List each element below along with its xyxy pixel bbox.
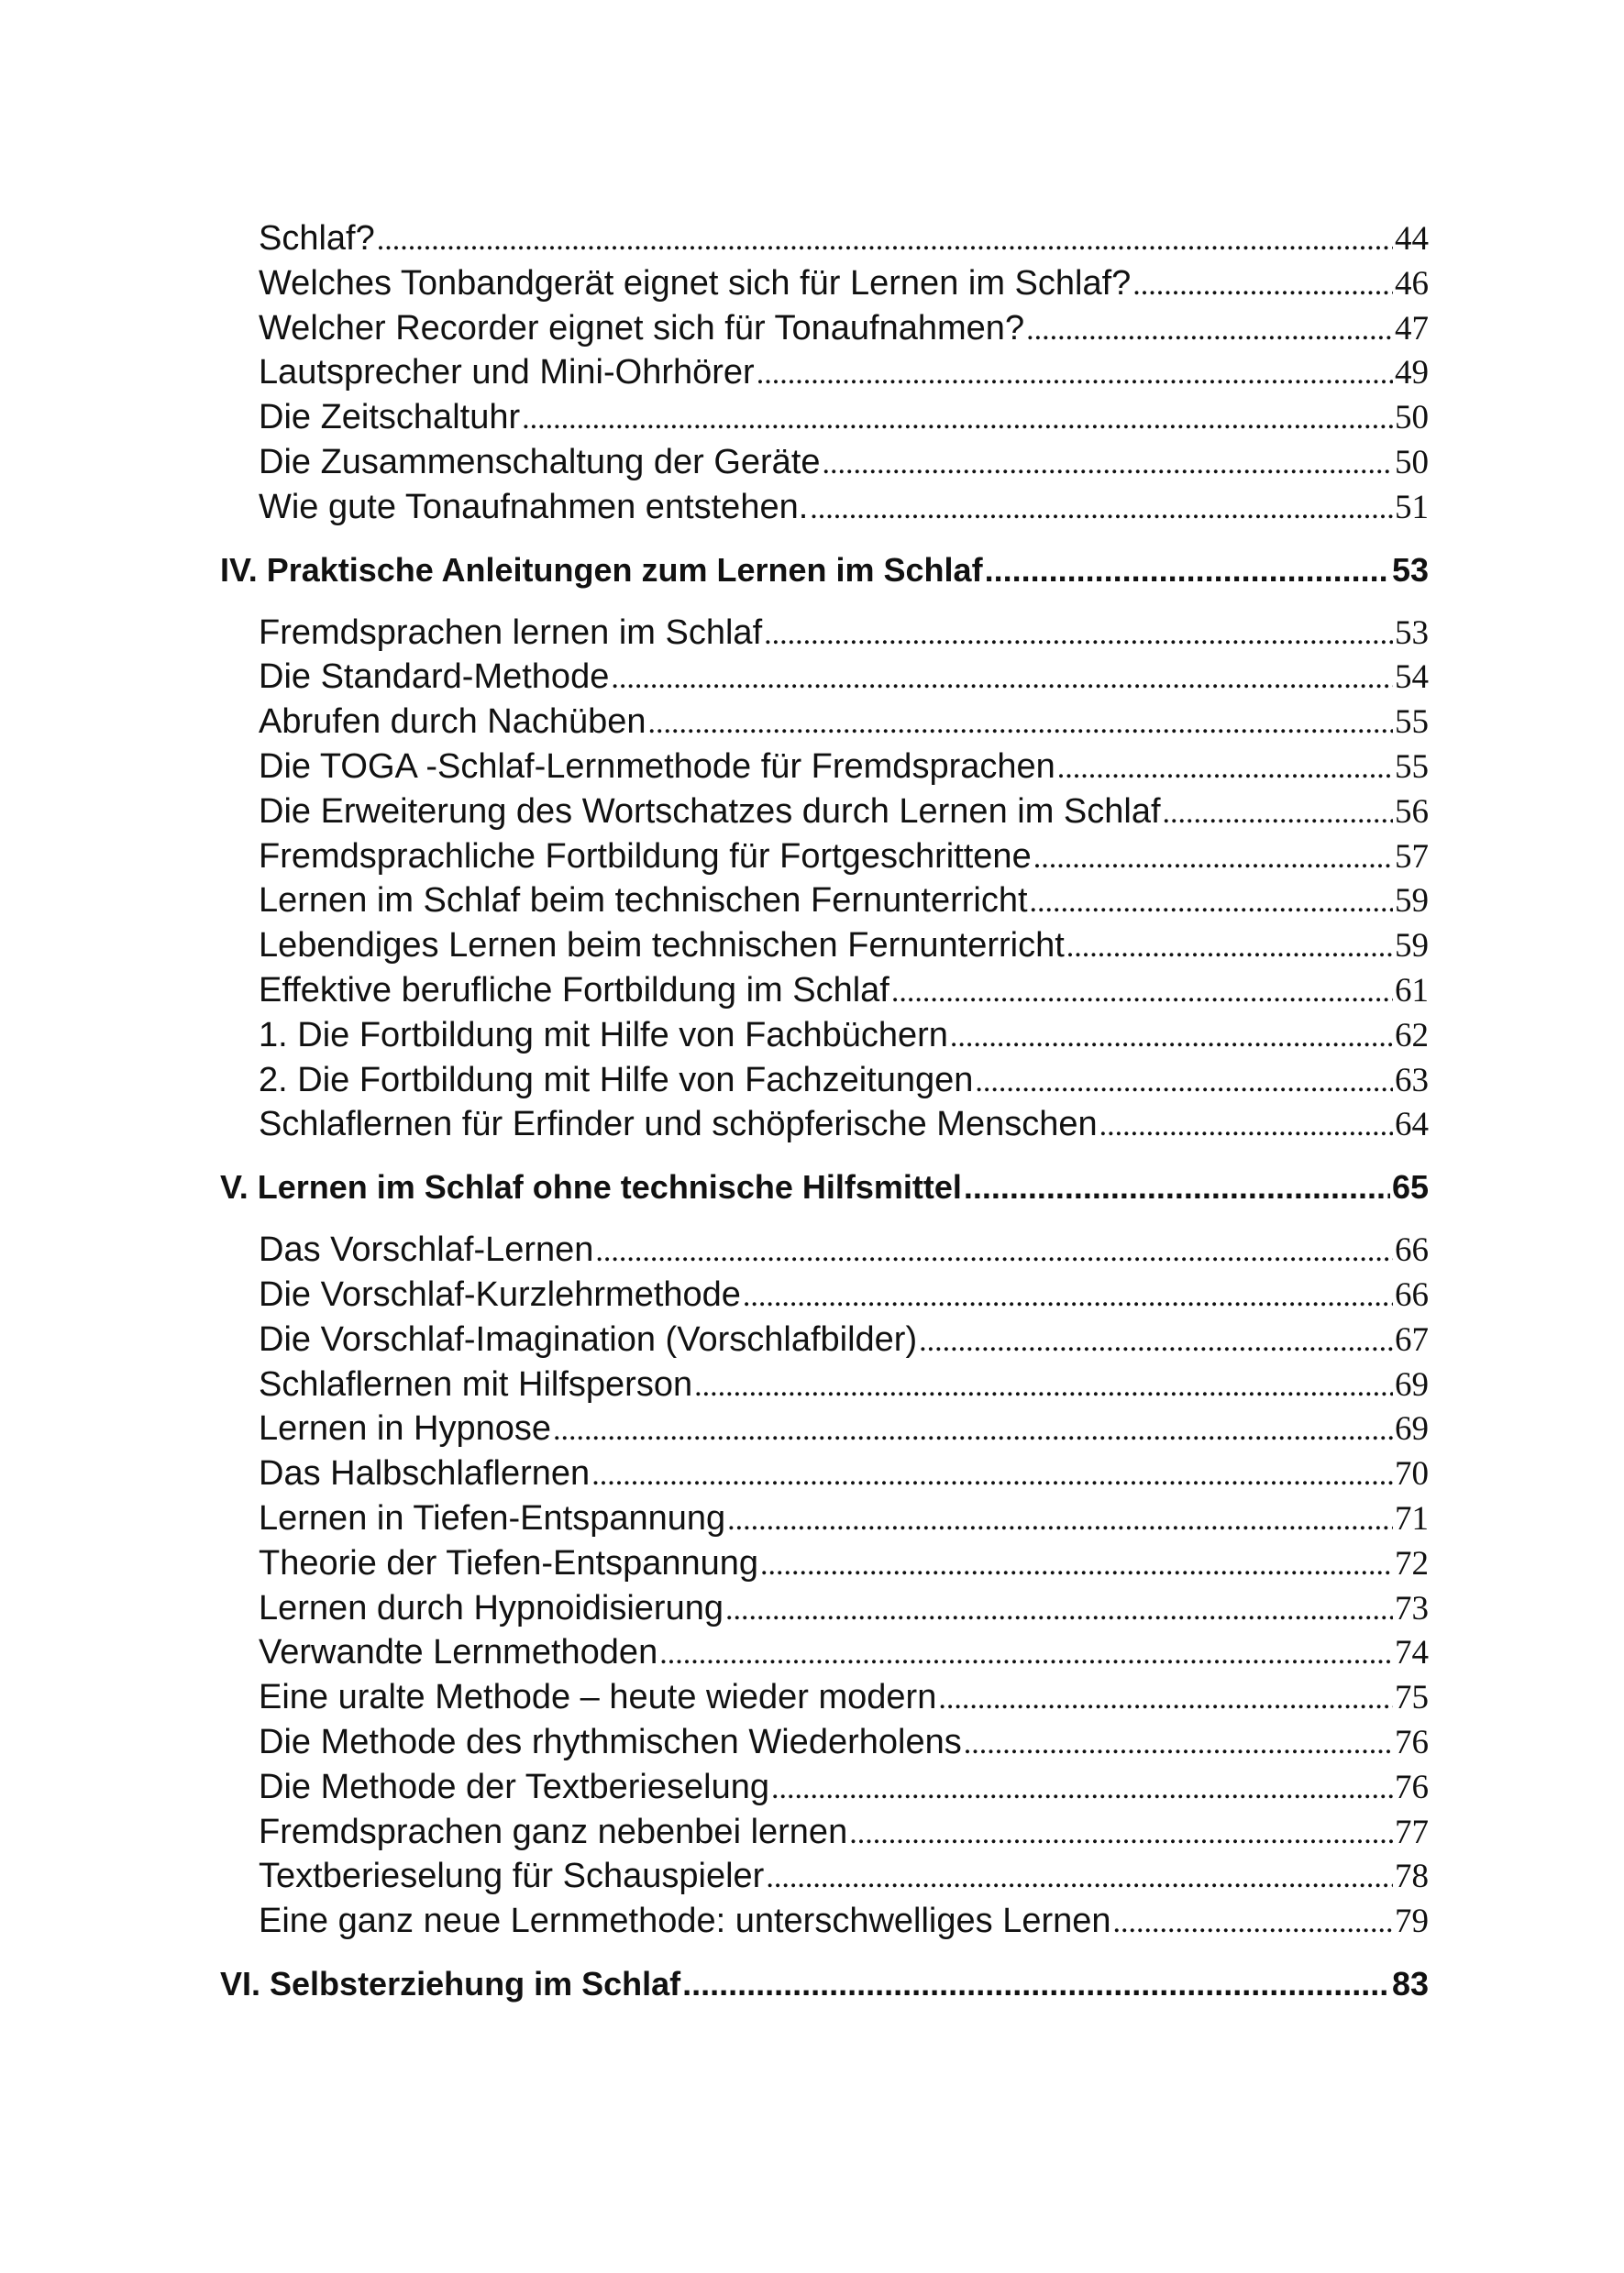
dot-leader	[810, 487, 1393, 532]
toc-entry-page: 44	[1395, 220, 1429, 258]
dot-leader	[964, 1722, 1393, 1767]
toc-entry-title: Die TOGA -Schlaf-Lernmethode für Fremdsprachen	[259, 746, 1055, 786]
dot-leader	[591, 1453, 1393, 1498]
dot-leader	[553, 1408, 1393, 1453]
toc-entry-page: 66	[1395, 1275, 1429, 1314]
dot-leader	[823, 442, 1393, 487]
toc-entry	[220, 1058, 1429, 1103]
toc-entry	[220, 440, 1429, 485]
chapter-page: 83	[1391, 1964, 1429, 2003]
toc-entry	[220, 1810, 1429, 1855]
toc-entry-page: 46	[1395, 264, 1429, 303]
dot-leader	[1057, 746, 1393, 791]
toc-entry-page: 74	[1395, 1634, 1429, 1672]
chapter-page: 65	[1391, 1168, 1429, 1207]
toc-entry-title: Die Zusammenschaltung der Geräte	[259, 442, 821, 481]
toc-entry-page: 67	[1395, 1320, 1429, 1359]
toc-entry	[220, 306, 1429, 351]
toc-entry	[220, 1765, 1429, 1810]
dot-leader	[595, 1230, 1393, 1274]
toc-entry	[220, 216, 1429, 261]
toc-entry-page: 62	[1395, 1016, 1429, 1054]
toc-entry-title: Lernen in Tiefen-Entspannung	[259, 1498, 726, 1538]
dot-leader	[1113, 1901, 1393, 1946]
dot-leader	[985, 530, 1390, 611]
dot-leader	[950, 1015, 1393, 1060]
toc-entry	[220, 1228, 1429, 1273]
toc-entry-title: Das Halbschlaflernen	[259, 1454, 591, 1494]
toc-entry-title: Die Vorschlaf-Kurzlehrmethode	[259, 1274, 741, 1314]
toc-entry-title: Textberieselung für Schauspieler	[259, 1857, 765, 1896]
toc-entry	[220, 485, 1429, 530]
toc-entry-title: Eine ganz neue Lernmethode: unterschwelliges Lernen	[259, 1902, 1111, 1941]
toc-entry-title: Fremdsprachliche Fortbildung für Fortgeschrittene	[259, 836, 1032, 876]
toc-entry	[220, 1496, 1429, 1541]
toc-entry-title: Theorie der Tiefen-Entspannung	[259, 1543, 759, 1583]
dot-leader	[938, 1677, 1393, 1722]
toc-entry	[220, 1318, 1429, 1363]
toc-entry-page: 76	[1395, 1768, 1429, 1806]
toc-entry	[220, 350, 1429, 395]
toc-entry-title: Die Vorschlaf-Imagination (Vorschlafbilder)	[259, 1319, 918, 1359]
toc-entry	[220, 1586, 1429, 1631]
toc-entry	[220, 1451, 1429, 1496]
toc-entry	[220, 1407, 1429, 1451]
toc-entry-title: Die Methode des rhythmischen Wiederholens	[259, 1722, 962, 1761]
toc-entry	[220, 1720, 1429, 1765]
dot-leader	[766, 1856, 1393, 1901]
toc-entry-page: 51	[1395, 488, 1429, 526]
dot-leader	[764, 612, 1393, 657]
chapter-title: V. Lernen im Schlaf ohne technische Hilfsmittel	[220, 1168, 962, 1207]
toc-entry-title: Die Methode der Textberieselung	[259, 1767, 769, 1806]
toc-entry-title: 2. Die Fortbildung mit Hilfe von Fachzeitungen	[259, 1060, 974, 1099]
toc-entry	[220, 789, 1429, 834]
toc-chapter-heading	[220, 1944, 1429, 2025]
dot-leader	[377, 218, 1393, 263]
toc-entry-title: Verwandte Lernmethoden	[259, 1633, 658, 1672]
toc-entry-page: 72	[1395, 1544, 1429, 1583]
dot-leader	[975, 1060, 1393, 1105]
toc-entry-page: 79	[1395, 1903, 1429, 1941]
toc-entry-title: Schlaf?	[259, 219, 375, 258]
dot-leader	[760, 1543, 1393, 1588]
toc-entry	[220, 1854, 1429, 1899]
toc-entry-page: 54	[1395, 658, 1429, 697]
toc-entry	[220, 655, 1429, 700]
toc-entry-title: Welcher Recorder eignet sich für Tonaufnahmen?	[259, 308, 1025, 348]
toc-entry	[220, 1899, 1429, 1944]
dot-leader	[611, 657, 1393, 701]
chapter-page: 53	[1391, 550, 1429, 589]
toc-entry-title: Welches Tonbandgerät eignet sich für Lernen im Schlaf?	[259, 263, 1132, 303]
toc-entry	[220, 395, 1429, 440]
toc-entry	[220, 878, 1429, 923]
dot-leader	[757, 352, 1393, 397]
toc-entry-page: 57	[1395, 837, 1429, 876]
toc-entry-title: Die Zeitschaltuhr	[259, 398, 521, 437]
dot-leader	[727, 1498, 1393, 1543]
toc-entry-page: 59	[1395, 927, 1429, 965]
toc-entry-title: Effektive berufliche Fortbildung im Schlaf	[259, 970, 889, 1010]
dot-leader	[1163, 791, 1393, 836]
toc-entry-title: 1. Die Fortbildung mit Hilfe von Fachbüchern	[259, 1015, 948, 1054]
toc-entry-page: 66	[1395, 1231, 1429, 1270]
chapter-title: VI. Selbsterziehung im Schlaf	[220, 1964, 681, 2003]
toc-entry	[220, 1013, 1429, 1058]
toc-entry-title: Lernen in Hypnose	[259, 1409, 551, 1449]
toc-entry	[220, 834, 1429, 879]
table-of-contents	[220, 216, 1429, 2025]
toc-entry-page: 61	[1395, 971, 1429, 1010]
toc-entry-title: Schlaflernen für Erfinder und schöpferische Menschen	[259, 1105, 1098, 1144]
toc-entry-page: 50	[1395, 443, 1429, 481]
toc-entry-title: Abrufen durch Nachüben	[259, 702, 646, 742]
toc-entry	[220, 1273, 1429, 1318]
dot-leader	[1099, 1104, 1393, 1149]
toc-entry-title: Die Standard-Methode	[259, 657, 610, 697]
dot-leader	[1066, 925, 1393, 970]
dot-leader	[682, 1944, 1390, 2025]
toc-entry-page: 73	[1395, 1589, 1429, 1628]
toc-entry-page: 56	[1395, 792, 1429, 831]
toc-entry-page: 63	[1395, 1061, 1429, 1099]
toc-entry	[220, 1630, 1429, 1675]
dot-leader	[694, 1364, 1393, 1409]
toc-entry-title: Lernen im Schlaf beim technischen Fernunterricht	[259, 881, 1028, 921]
toc-entry-title: Schlaflernen mit Hilfsperson	[259, 1364, 693, 1404]
toc-entry-page: 69	[1395, 1365, 1429, 1404]
dot-leader	[522, 397, 1393, 442]
toc-entry-page: 47	[1395, 309, 1429, 348]
toc-entry-title: Lebendiges Lernen beim technischen Fernunterricht	[259, 926, 1065, 965]
dot-leader	[849, 1812, 1393, 1857]
toc-entry	[220, 1675, 1429, 1720]
toc-entry	[220, 261, 1429, 306]
toc-entry	[220, 745, 1429, 789]
toc-chapter-heading	[220, 1147, 1429, 1228]
toc-entry-page: 71	[1395, 1499, 1429, 1538]
dot-leader	[725, 1588, 1393, 1633]
toc-entry	[220, 1541, 1429, 1586]
toc-entry-page: 50	[1395, 399, 1429, 437]
dot-leader	[1132, 263, 1393, 308]
toc-entry-page: 49	[1395, 354, 1429, 392]
toc-chapter-heading	[220, 530, 1429, 611]
toc-entry	[220, 1363, 1429, 1407]
toc-entry-title: Lautsprecher und Mini-Ohrhörer	[259, 353, 755, 392]
toc-entry-page: 64	[1395, 1106, 1429, 1144]
dot-leader	[659, 1632, 1393, 1677]
dot-leader	[1026, 308, 1393, 353]
toc-entry	[220, 611, 1429, 656]
toc-entry-page: 76	[1395, 1723, 1429, 1761]
toc-entry	[220, 700, 1429, 745]
dot-leader	[1033, 836, 1393, 881]
dot-leader	[919, 1319, 1393, 1364]
toc-entry-title: Fremdsprachen lernen im Schlaf	[259, 612, 763, 652]
dot-leader	[743, 1274, 1393, 1319]
toc-entry	[220, 1102, 1429, 1147]
toc-entry-page: 69	[1395, 1410, 1429, 1449]
dot-leader	[964, 1147, 1390, 1228]
dot-leader	[648, 701, 1393, 746]
toc-entry-title: Das Vorschlaf-Lernen	[259, 1230, 594, 1270]
toc-entry	[220, 968, 1429, 1013]
toc-entry-title: Eine uralte Methode – heute wieder modern	[259, 1678, 937, 1717]
toc-entry-title: Fremdsprachen ganz nebenbei lernen	[259, 1812, 848, 1851]
toc-entry-page: 77	[1395, 1813, 1429, 1851]
toc-entry-page: 55	[1395, 747, 1429, 786]
toc-entry-page: 78	[1395, 1858, 1429, 1896]
toc-entry-title: Wie gute Tonaufnahmen entstehen.	[259, 487, 809, 526]
toc-entry-page: 75	[1395, 1679, 1429, 1717]
toc-entry-page: 53	[1395, 613, 1429, 652]
toc-entry-title: Die Erweiterung des Wortschatzes durch Lernen im Schlaf	[259, 791, 1161, 831]
dot-leader	[771, 1767, 1393, 1812]
toc-entry-page: 55	[1395, 703, 1429, 742]
dot-leader	[1030, 880, 1393, 925]
toc-entry-page: 59	[1395, 882, 1429, 921]
dot-leader	[891, 970, 1393, 1015]
toc-entry-title: Lernen durch Hypnoidisierung	[259, 1588, 724, 1628]
chapter-title: IV. Praktische Anleitungen zum Lernen im Schlaf	[220, 550, 983, 589]
toc-entry	[220, 923, 1429, 968]
toc-entry-page: 70	[1395, 1455, 1429, 1494]
